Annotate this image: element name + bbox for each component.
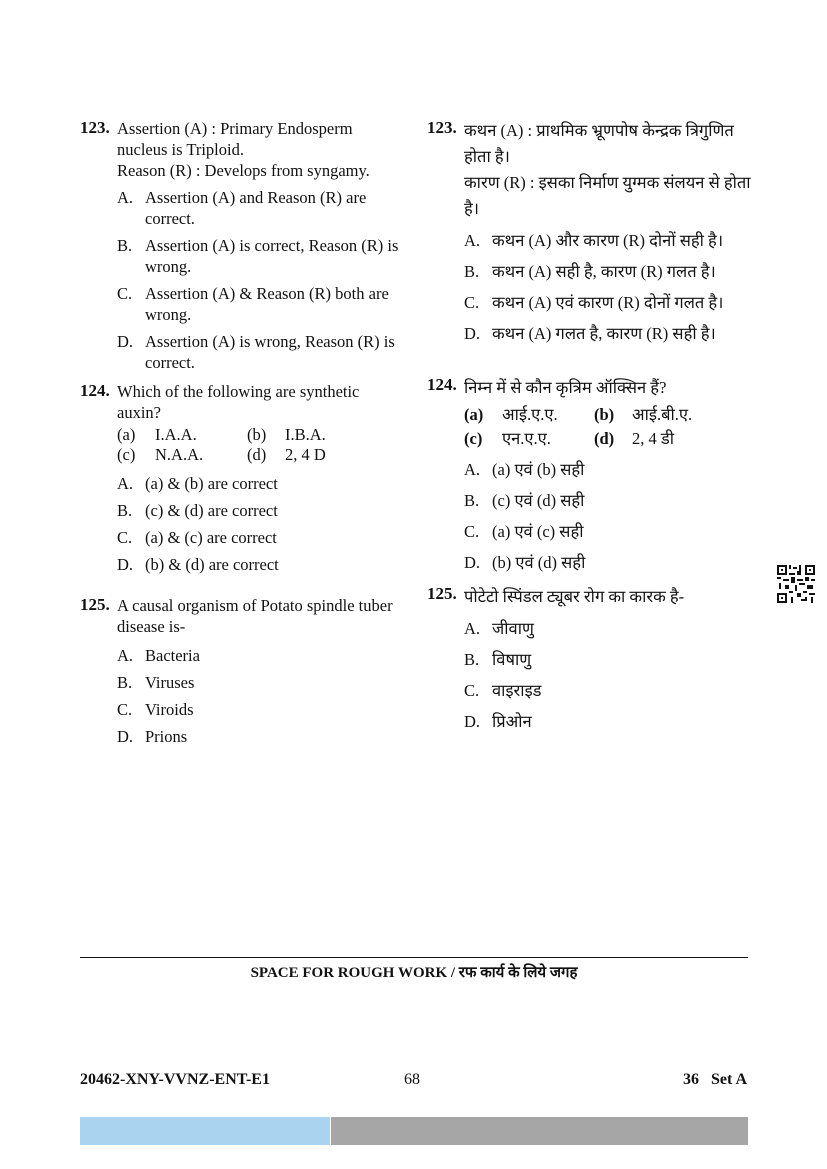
footer-bar-blue <box>80 1117 330 1145</box>
question-123-en <box>80 118 400 373</box>
option-c: C. Assertion (A) & Reason (R) both are wrong. <box>117 284 389 324</box>
option-d: D. प्रिओन <box>464 712 532 731</box>
option-c: C. (a) & (c) are correct <box>117 528 277 547</box>
question-125-hi <box>427 584 757 733</box>
option-c: C. (a) एवं (c) सही <box>464 522 584 541</box>
option-b: B. कथन (A) सही है, कारण (R) गलत है। <box>464 262 716 281</box>
rough-work-divider <box>80 957 748 958</box>
option-c: C. कथन (A) एवं कारण (R) दोनों गलत है। <box>464 293 724 312</box>
option-d: D. (b) & (d) are correct <box>117 555 279 574</box>
question-124-en <box>80 381 400 575</box>
option-b: B. (c) एवं (d) सही <box>464 491 585 510</box>
items-grid <box>464 403 757 451</box>
option-a: A. Assertion (A) and Reason (R) are correct. <box>117 188 367 228</box>
reason-text: कारण (R) : इसका निर्माण युग्मक संलयन से होता है। <box>464 173 751 218</box>
option-a: A. (a) & (b) are correct <box>117 474 278 493</box>
option-b: B. Viruses <box>117 673 195 692</box>
question-number: 124. <box>427 375 457 394</box>
question-stem: Which of the following are synthetic auxin? <box>117 382 360 422</box>
option-d: D. कथन (A) गलत है, कारण (R) सही है। <box>464 324 716 343</box>
question-124-hi <box>427 375 757 574</box>
rough-work-label: SPACE FOR ROUGH WORK / रफ कार्य के लिये जगह <box>250 965 578 981</box>
item-b: (b) आई.बी.ए. <box>594 405 693 424</box>
question-number: 123. <box>427 118 457 137</box>
question-number: 123. <box>80 118 110 137</box>
question-stem: पोटेटो स्पिंडल ट्यूबर रोग का कारक है- <box>464 587 685 606</box>
question-123-hi <box>427 118 757 345</box>
option-d: D. (b) एवं (d) सही <box>464 553 586 572</box>
option-c: C. Viroids <box>117 700 194 719</box>
option-a: A. Bacteria <box>117 646 200 665</box>
option-b: B. विषाणु <box>464 650 532 669</box>
set-label: 36 Set A <box>683 1071 747 1088</box>
option-a: A. कथन (A) और कारण (R) दोनों सही है। <box>464 231 724 250</box>
option-d: D. Assertion (A) is wrong, Reason (R) is correct. <box>117 332 395 372</box>
assertion-text: Assertion (A) : Primary Endosperm nucleus is Triploid. <box>117 119 353 159</box>
question-stem: A causal organism of Potato spindle tuber disease is- <box>117 596 393 636</box>
paper-code: 20462-XNY-VVNZ-ENT-E1 <box>80 1071 270 1088</box>
question-number: 125. <box>427 584 457 603</box>
option-c: C. वाइराइड <box>464 681 542 700</box>
item-a: (a) आई.ए.ए. <box>464 405 558 424</box>
hindi-column <box>427 118 757 742</box>
reason-text: Reason (R) : Develops from syngamy. <box>117 161 370 180</box>
footer-bar-gray <box>331 1117 748 1145</box>
english-column <box>80 118 400 753</box>
item-d: (d) 2, 4 डी <box>594 429 674 448</box>
item-c: (c) N.A.A. <box>117 445 204 464</box>
assertion-text: कथन (A) : प्राथमिक भ्रूणपोष केन्द्रक त्रिगुणित होता है। <box>464 121 734 166</box>
option-a: A. (a) एवं (b) सही <box>464 460 585 479</box>
item-d: (d) 2, 4 D <box>247 445 326 464</box>
option-b: B. (c) & (d) are correct <box>117 501 278 520</box>
page-number: 68 <box>404 1071 420 1088</box>
items-grid <box>117 425 400 465</box>
option-d: D. Prions <box>117 727 188 746</box>
option-b: B. Assertion (A) is correct, Reason (R) is wrong. <box>117 236 399 276</box>
option-a: A. जीवाणु <box>464 619 534 638</box>
question-stem: निम्न में से कौन कृत्रिम ऑक्सिन हैं? <box>464 378 667 397</box>
item-a: (a) I.A.A. <box>117 425 197 444</box>
question-number: 124. <box>80 381 110 400</box>
question-number: 125. <box>80 595 110 614</box>
qr-code-icon <box>777 565 815 603</box>
item-b: (b) I.B.A. <box>247 425 326 444</box>
item-c: (c) एन.ए.ए. <box>464 429 551 448</box>
question-125-en <box>80 595 400 747</box>
